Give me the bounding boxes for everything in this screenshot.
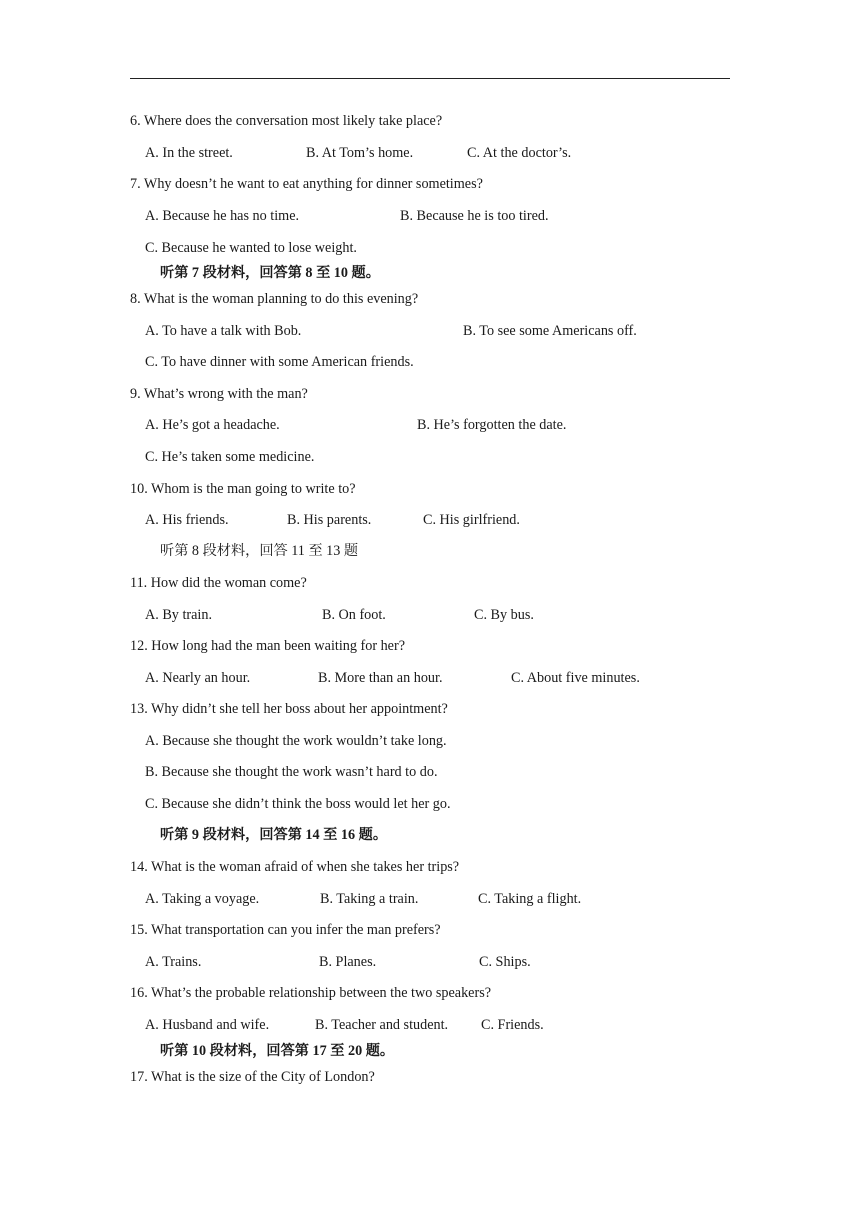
option-10c: C. His girlfriend. xyxy=(423,512,520,528)
option-13b: B. Because she thought the work wasn’t hard to do. xyxy=(145,764,438,780)
option-12a: A. Nearly an hour. xyxy=(145,670,251,686)
option-9b: B. He’s forgotten the date. xyxy=(417,417,567,433)
question-13: 13. Why didn’t she tell her boss about her appointment? xyxy=(130,701,448,717)
option-7c: C. Because he wanted to lose weight. xyxy=(145,240,357,256)
option-12b: B. More than an hour. xyxy=(318,670,443,686)
question-7: 7. Why doesn’t he want to eat anything for dinner sometimes? xyxy=(130,176,483,192)
question-15: 15. What transportation can you infer the man prefers? xyxy=(130,922,441,938)
option-10a: A. His friends. xyxy=(145,512,229,528)
section-heading-9: 听第 9 段材料，回答第 14 至 16 题。 xyxy=(160,827,388,843)
option-8c: C. To have dinner with some American friends. xyxy=(145,354,414,370)
question-17: 17. What is the size of the City of London? xyxy=(130,1069,375,1085)
option-13a: A. Because she thought the work wouldn’t take long. xyxy=(145,733,447,749)
option-13c: C. Because she didn’t think the boss would let her go. xyxy=(145,796,451,812)
option-11c: C. By bus. xyxy=(474,607,534,623)
section-heading-10: 听第 10 段材料，回答第 17 至 20 题。 xyxy=(160,1043,395,1059)
option-15b: B. Planes. xyxy=(319,954,377,970)
option-7b: B. Because he is too tired. xyxy=(400,208,549,224)
section-heading-7: 听第 7 段材料，回答第 8 至 10 题。 xyxy=(160,265,380,281)
option-15c: C. Ships. xyxy=(479,954,531,970)
option-14a: A. Taking a voyage. xyxy=(145,891,260,907)
option-11b: B. On foot. xyxy=(322,607,386,623)
option-8a: A. To have a talk with Bob. xyxy=(145,323,302,339)
option-16a: A. Husband and wife. xyxy=(145,1017,270,1033)
question-12: 12. How long had the man been waiting for her? xyxy=(130,638,406,654)
option-6a: A. In the street. xyxy=(145,145,233,161)
option-7a: A. Because he has no time. xyxy=(145,208,300,224)
option-6c: C. At the doctor’s. xyxy=(467,145,572,161)
section-heading-8: 听第 8 段材料，回答 11 至 13 题 xyxy=(160,543,359,559)
question-16: 16. What’s the probable relationship between the two speakers? xyxy=(130,985,492,1001)
option-10b: B. His parents. xyxy=(287,512,372,528)
option-16c: C. Friends. xyxy=(481,1017,544,1033)
question-11: 11. How did the woman come? xyxy=(130,575,307,591)
option-12c: C. About five minutes. xyxy=(511,670,640,686)
question-9: 9. What’s wrong with the man? xyxy=(130,386,308,402)
question-8: 8. What is the woman planning to do this evening? xyxy=(130,291,419,307)
option-8b: B. To see some Americans off. xyxy=(463,323,637,339)
option-14b: B. Taking a train. xyxy=(320,891,419,907)
option-14c: C. Taking a flight. xyxy=(478,891,582,907)
option-16b: B. Teacher and student. xyxy=(315,1017,449,1033)
option-9a: A. He’s got a headache. xyxy=(145,417,280,433)
option-9c: C. He’s taken some medicine. xyxy=(145,449,315,465)
question-10: 10. Whom is the man going to write to? xyxy=(130,481,356,497)
option-6b: B. At Tom’s home. xyxy=(306,145,414,161)
option-11a: A. By train. xyxy=(145,607,212,623)
question-14: 14. What is the woman afraid of when she takes her trips? xyxy=(130,859,460,875)
question-6: 6. Where does the conversation most likely take place? xyxy=(130,113,443,129)
header-rule xyxy=(130,78,730,79)
option-15a: A. Trains. xyxy=(145,954,202,970)
